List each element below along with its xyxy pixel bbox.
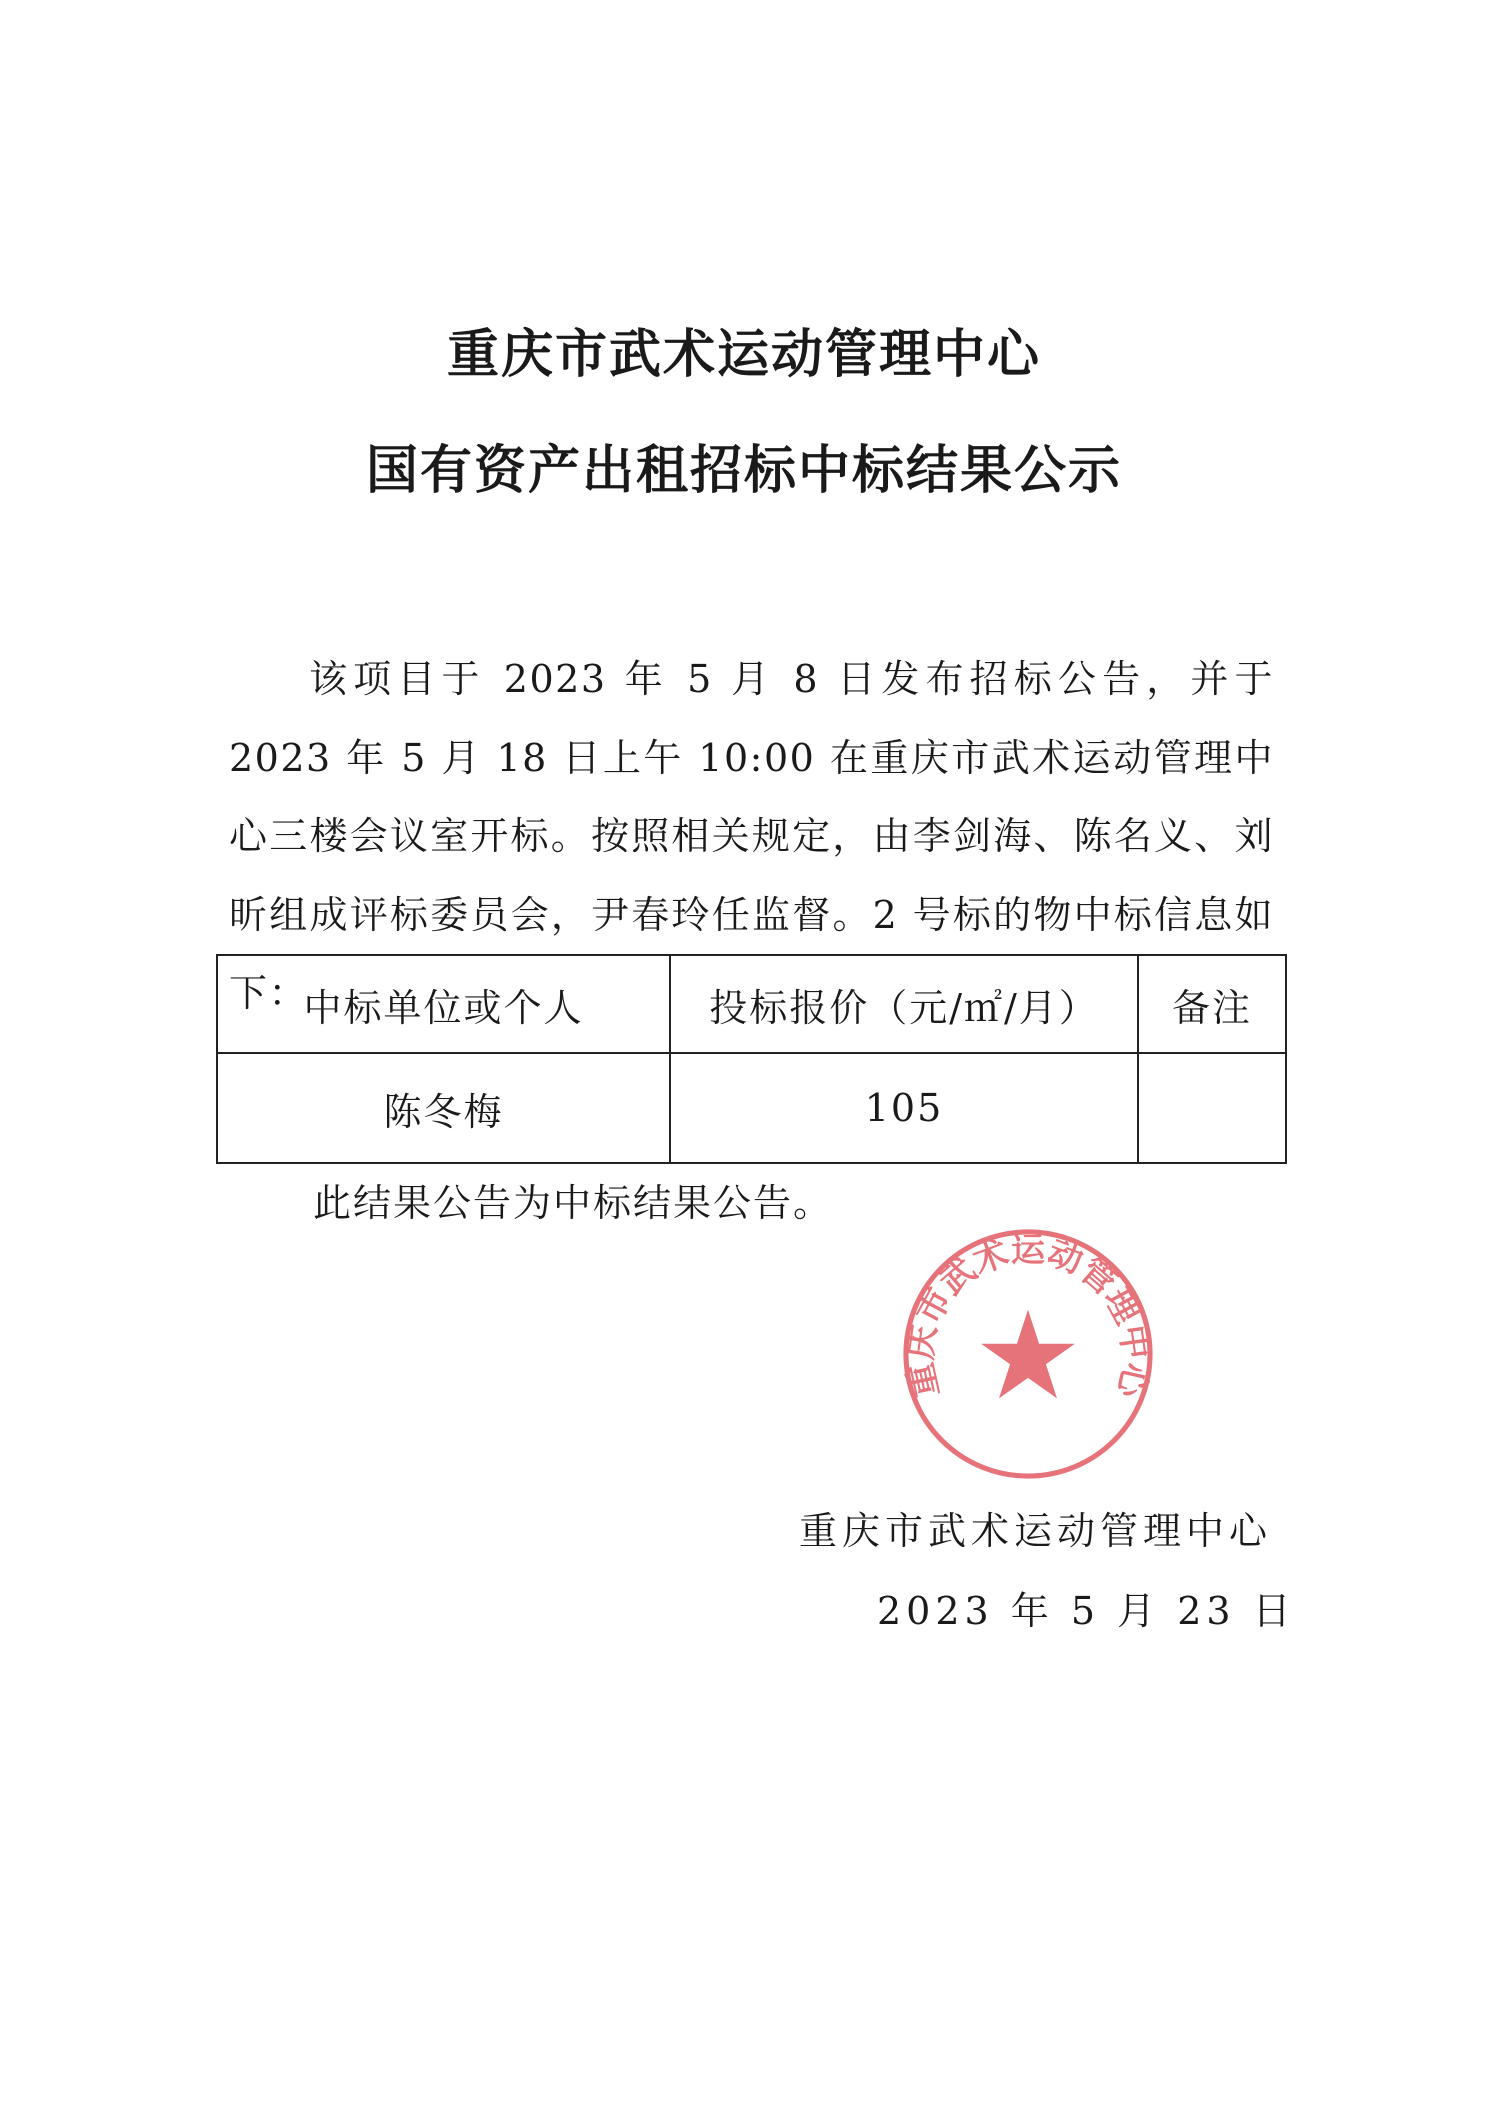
table-header-row xyxy=(217,955,1286,1053)
cell-winner: 陈冬梅 xyxy=(217,1053,670,1163)
body-paragraph: 该项目于 2023 年 5 月 8 日发布招标公告，并于 2023 年 5 月 18 日上午 10:00 在重庆市武术运动管理中心三楼会议室开标。按照相关规定，由李剑海、陈名义、刘昕组成评标委员会，尹春玲任监督。2 号标的物中标信息如下： xyxy=(229,657,1274,1015)
header-remarks: 备注 xyxy=(1138,955,1286,1053)
seal-star-icon xyxy=(981,1310,1075,1399)
signature-date: 2023 年 5 月 23 日 xyxy=(877,1589,1296,1633)
header-winner: 中标单位或个人 xyxy=(217,955,670,1053)
official-seal-stamp xyxy=(900,1226,1156,1482)
cell-remarks xyxy=(1138,1053,1286,1163)
cell-bid-price: 105 xyxy=(670,1053,1138,1163)
header-bid-price: 投标报价（元/㎡/月） xyxy=(670,955,1138,1053)
title-line-2: 国有资产出租招标中标结果公示 xyxy=(365,441,1122,501)
title-line-1: 重庆市武术运动管理中心 xyxy=(446,325,1041,385)
seal-text: 重庆市武术运动管理中心 xyxy=(900,1230,1156,1402)
closing-statement: 此结果公告为中标结果公告。 xyxy=(313,1181,834,1225)
signature-organization: 重庆市武术运动管理中心 xyxy=(799,1509,1273,1553)
table-row xyxy=(217,1053,1286,1163)
award-table xyxy=(216,954,1287,1164)
